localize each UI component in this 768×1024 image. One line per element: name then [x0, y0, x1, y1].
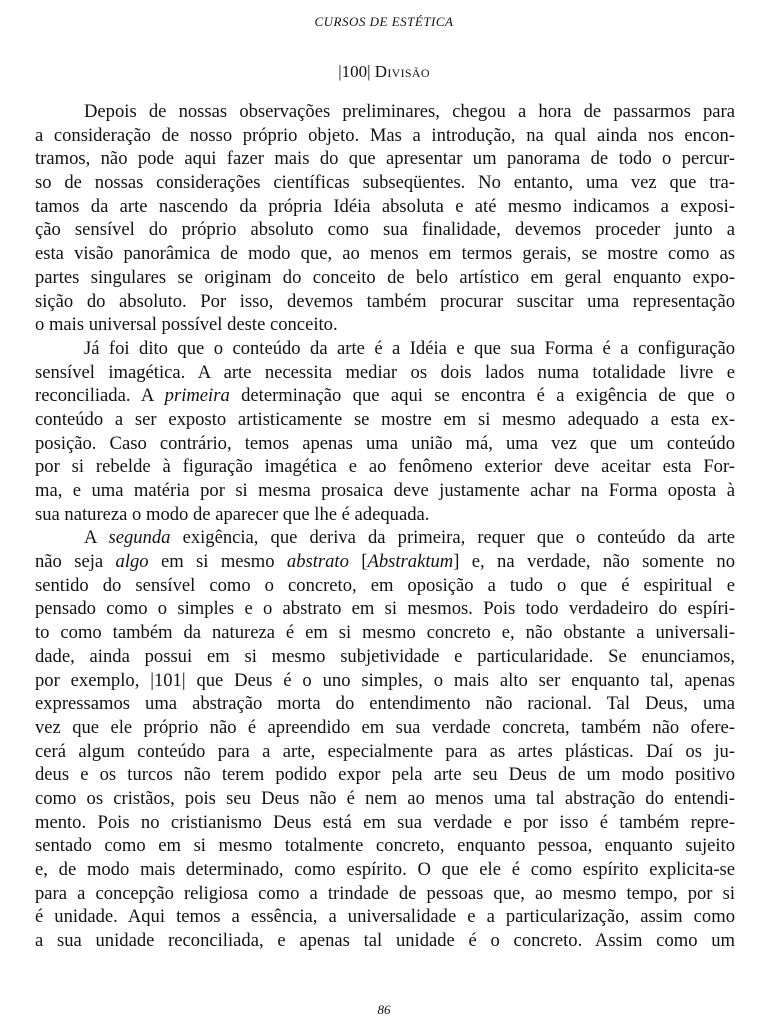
- text-run: to como também da natureza é em si mesmo concreto e, não obstante a universali-: [35, 622, 735, 644]
- text-line: [35, 929, 735, 953]
- text-run: reconciliada. A: [35, 385, 165, 407]
- paragraph: [35, 100, 735, 337]
- text-line: [35, 218, 735, 242]
- text-run: sua natureza o modo de aparecer que lhe é adequada.: [35, 503, 430, 525]
- text-run: tamos da arte nascendo da própria Idéia absoluta e até mesmo indicamos a exposi-: [35, 195, 735, 217]
- text-line: [35, 787, 735, 811]
- text-line: [35, 384, 735, 408]
- text-run: mento. Pois no cristianismo Deus está em sua verdade e por isso é também repre-: [35, 811, 735, 833]
- text-line: [35, 526, 735, 550]
- text-line: [35, 479, 735, 503]
- section-title: Divisão: [374, 62, 430, 81]
- text-run: ] e, na verdade, não somente no: [453, 551, 735, 573]
- text-run: em si mesmo: [148, 551, 287, 573]
- text-line: [35, 503, 735, 527]
- text-run: conteúdo a ser exposto artisticamente se mostre em si mesmo adequado a esta ex-: [35, 408, 735, 430]
- text-run: sentado como em si mesmo totalmente concreto, enquanto pessoa, enquanto sujeito: [35, 835, 735, 857]
- text-line: [35, 408, 735, 432]
- text-line: [35, 550, 735, 574]
- text-line: [35, 621, 735, 645]
- text-line: [35, 171, 735, 195]
- text-line: [35, 242, 735, 266]
- text-line: [35, 266, 735, 290]
- page-marker: |100|: [338, 62, 371, 81]
- text-run: é unidade. Aqui temos a essência, a universalidade e a particularização, assim como: [35, 906, 735, 928]
- text-line: [35, 313, 735, 337]
- text-line: [35, 645, 735, 669]
- text-line: [35, 692, 735, 716]
- text-run: para a concepção religiosa como a trindade de pessoas que, ao mesmo tempo, por si: [35, 882, 735, 904]
- section-heading: [0, 62, 768, 82]
- text-line: [35, 669, 735, 693]
- text-line: [35, 455, 735, 479]
- text-line: [35, 574, 735, 598]
- text-line: [35, 763, 735, 787]
- text-line: [35, 124, 735, 148]
- text-run: A: [84, 527, 109, 549]
- text-run: tramos, não pode aqui fazer mais do que apresentar um panorama de todo o percur-: [35, 148, 735, 170]
- italic-text: segunda: [108, 527, 171, 549]
- text-line: [35, 834, 735, 858]
- text-run: partes singulares se originam do conceito de belo artístico em geral enquanto expo-: [35, 266, 735, 288]
- text-line: [35, 882, 735, 906]
- italic-text: abstrato: [286, 551, 349, 573]
- text-run: ção sensível do próprio absoluto como sua finalidade, devemos proceder junto a: [35, 219, 735, 241]
- text-run: cerá algum conteúdo para a arte, especialmente para as artes plásticas. Daí os ju-: [35, 740, 735, 762]
- text-run: por si rebelde à figuração imagética e ao fenômeno exterior deve aceitar esta For-: [35, 456, 735, 478]
- italic-text: algo: [115, 551, 149, 573]
- text-line: [35, 195, 735, 219]
- text-run: vez que ele próprio não é apreendido em sua verdade concreta, também não ofere-: [35, 716, 735, 738]
- text-run: como os cristãos, pois seu Deus não é nem ao menos uma tal abstração do entendi-: [35, 787, 735, 809]
- text-run: pensado como o simples e o abstrato em si mesmos. Pois todo verdadeiro do espíri-: [35, 598, 735, 620]
- text-run: deus e os turcos não terem podido expor pela arte seu Deus de um modo positivo: [35, 764, 735, 786]
- text-line: [35, 597, 735, 621]
- text-run: por exemplo, |101| que Deus é o uno simples, o mais alto ser enquanto tal, apenas: [35, 669, 735, 691]
- text-run: dade, ainda possui em si mesmo subjetividade e particularidade. Se enunciamos,: [35, 645, 735, 667]
- text-run: a consideração de nosso próprio objeto. Mas a introdução, na qual ainda nos encon-: [35, 124, 735, 146]
- paragraph: [35, 526, 735, 952]
- text-line: [35, 716, 735, 740]
- italic-text: Abstraktum: [367, 551, 454, 573]
- text-line: [35, 361, 735, 385]
- text-run: sensível imagética. A arte necessita mediar os dois lados numa totalidade livre e: [35, 361, 735, 383]
- text-line: [35, 147, 735, 171]
- text-run: [: [348, 551, 368, 573]
- text-run: ma, e uma matéria por si mesma prosaica deve justamente achar na Forma oposta à: [35, 480, 735, 501]
- text-run: sentido do sensível como o concreto, em oposição a tudo o que é espiritual e: [35, 574, 735, 596]
- text-run: a sua unidade reconciliada, e apenas tal unidade é o concreto. Assim como um: [35, 930, 735, 952]
- text-run: e, de modo mais determinado, como espírito. O que ele é como espírito explicita-se: [35, 859, 735, 880]
- text-run: o mais universal possível deste conceito.: [35, 314, 338, 336]
- text-run: exigência, que deriva da primeira, requer que o conteúdo da arte: [170, 527, 735, 549]
- text-run: Já foi dito que o conteúdo da arte é a Idéia e que sua Forma é a configuração: [84, 337, 735, 359]
- italic-text: primeira: [164, 385, 230, 407]
- text-run: sição do absoluto. Por isso, devemos também procurar suscitar uma representação: [35, 290, 735, 312]
- text-run: so de nossas considerações científicas subseqüentes. No entanto, uma vez que tra-: [35, 172, 735, 194]
- text-line: [35, 905, 735, 929]
- text-run: não seja: [35, 551, 116, 573]
- text-line: [35, 740, 735, 764]
- text-line: [35, 858, 735, 882]
- page-number: 86: [377, 1002, 391, 1017]
- running-head: CURSOS DE ESTÉTICA: [314, 14, 454, 29]
- text-run: determinação que aqui se encontra é a exigência de que o: [229, 385, 735, 407]
- text-line: [35, 100, 735, 124]
- text-line: [35, 432, 735, 456]
- body-text: [35, 100, 735, 953]
- text-run: esta visão panorâmica de modo que, ao menos em termos gerais, se mostre como as: [35, 243, 735, 265]
- text-line: [35, 811, 735, 835]
- text-run: expressamos uma abstração morta do entendimento não racional. Tal Deus, uma: [35, 693, 735, 715]
- text-run: Depois de nossas observações preliminares, chegou a hora de passarmos para: [84, 101, 735, 122]
- text-line: [35, 337, 735, 361]
- text-run: posição. Caso contrário, temos apenas uma união má, uma vez que um conteúdo: [35, 432, 735, 454]
- paragraph: [35, 337, 735, 527]
- text-line: [35, 290, 735, 314]
